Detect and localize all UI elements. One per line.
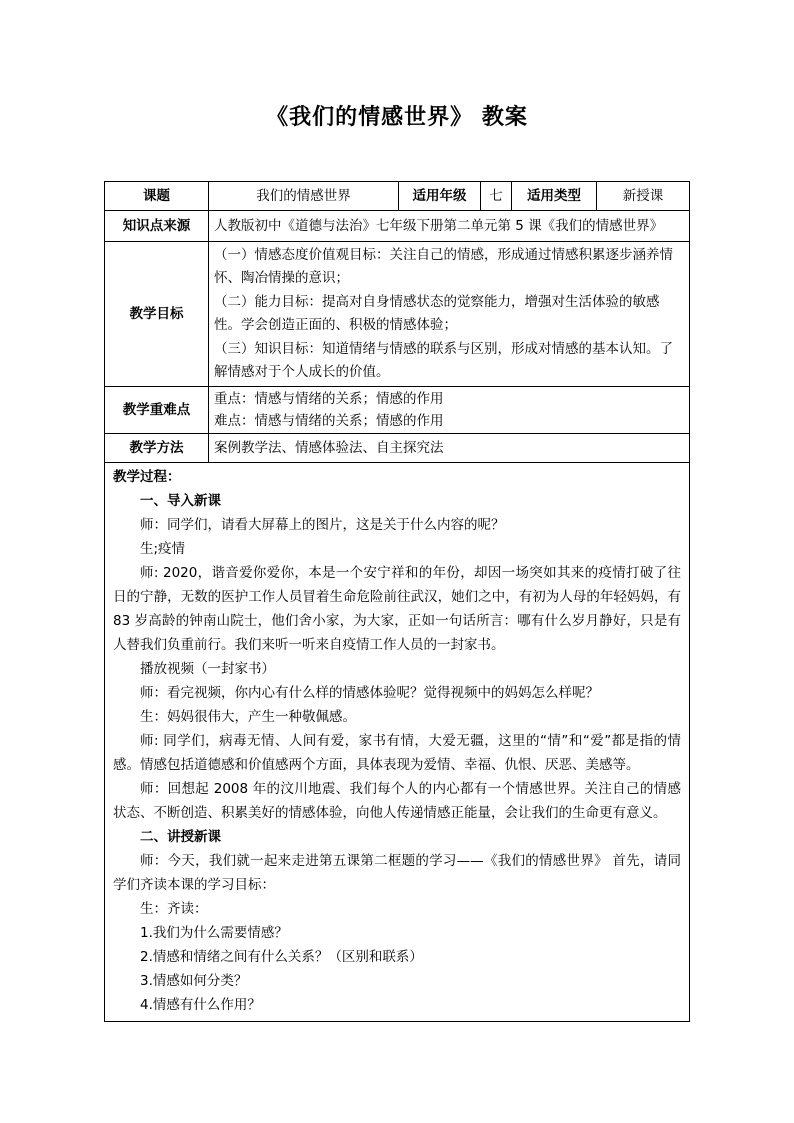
- dialogue-line: 生：妈妈很伟大，产生一种敬佩感。: [140, 709, 356, 725]
- lesson-plan-table: [104, 181, 690, 1022]
- dialogue-line: 生;疫情: [140, 541, 186, 557]
- question-item: 1.我们为什么需要情感？: [140, 925, 288, 941]
- key-points-content: [209, 387, 690, 434]
- methods-label: 教学方法: [105, 434, 209, 463]
- grade-label: 适用年级: [399, 182, 481, 211]
- process-content: [105, 463, 690, 1022]
- methods-row: [105, 434, 690, 463]
- header-row: [105, 182, 690, 211]
- dialogue-line: 师: 2020，谐音爱你爱你，本是一个安宁祥和的年份，却因一场突如其来的疫情打破了往日的宁静，无数的医护工作人员冒着生命危险前往武汉，她们之中，有初为人母的年轻妈妈，有 83 岁高龄的钟南山院士，他们舍小家，为大家，正如一句话所言：哪有什么岁月静好，只是有人替我们负重前行。我们来听一听来自疫情工作人员的一封家书。: [113, 565, 681, 653]
- methods-value: 案例教学法、情感体验法、自主探究法: [209, 434, 690, 463]
- subject-value: 我们的情感世界: [209, 182, 399, 211]
- key-points-row: [105, 387, 690, 434]
- focus-point: 重点：情感与情绪的关系；情感的作用: [214, 391, 444, 407]
- key-points-label: 教学重难点: [105, 387, 209, 434]
- source-label: 知识点来源: [105, 211, 209, 242]
- goal-item: （一）情感态度价值观目标：关注自己的情感，形成通过情感积累逐步涵养情怀、陶冶情操的意识；: [214, 246, 673, 286]
- type-value: 新授课: [597, 182, 690, 211]
- dialogue-line: 师：今天，我们就一起来走进第五课第二框题的学习——《我们的情感世界》 首先，请同学们齐读本课的学习目标：: [113, 853, 681, 893]
- goal-item: （二）能力目标：提高对自身情感状态的觉察能力，增强对生活体验的敏感性。学会创造正面的、积极的情感体验；: [214, 293, 660, 333]
- goal-item: （三）知识目标：知道情绪与情感的联系与区别，形成对情感的基本认知。了解情感对于个人成长的价值。: [214, 340, 673, 380]
- question-item: 4.情感有什么作用？: [140, 997, 261, 1013]
- dialogue-line: 师：回想起 2008 年的汶川地震、我们每个人的内心都有一个情感世界。关注自己的情感状态、不断创造、积累美好的情感体验，向他人传递情感正能量，会让我们的生命更有意义。: [113, 781, 681, 821]
- dialogue-line: 师：同学们，请看大屏幕上的图片，这是关于什么内容的呢？: [140, 517, 505, 533]
- dialogue-line: 生：齐读：: [140, 901, 208, 917]
- question-item: 2.情感和情绪之间有什么关系？（区别和联系）: [140, 949, 423, 965]
- section-heading: 一、导入新课: [140, 493, 221, 509]
- type-label: 适用类型: [512, 182, 597, 211]
- dialogue-line: 师：看完视频，你内心有什么样的情感体验呢？觉得视频中的妈妈怎么样呢？: [140, 685, 599, 701]
- process-row: [105, 463, 690, 1022]
- subject-label: 课题: [105, 182, 209, 211]
- goals-label: 教学目标: [105, 242, 209, 387]
- question-item: 3.情感如何分类？: [140, 973, 248, 989]
- difficulty-point: 难点：情感与情绪的关系；情感的作用: [214, 413, 444, 429]
- dialogue-line: 播放视频（一封家书）: [140, 661, 275, 677]
- process-label: 教学过程：: [113, 469, 181, 485]
- section-heading: 二、讲授新课: [140, 829, 221, 845]
- grade-value: 七: [481, 182, 512, 211]
- dialogue-line: 师: 同学们，病毒无情、人间有爱，家书有情，大爱无疆，这里的“情”和“爱”都是指的情感。情感包括道德感和价值感两个方面，具体表现为爱情、幸福、仇恨、厌恶、美感等。: [113, 733, 681, 773]
- document-title: 《我们的情感世界》 教案: [266, 105, 528, 130]
- source-row: [105, 211, 690, 242]
- goals-content: [209, 242, 690, 387]
- goals-row: [105, 242, 690, 387]
- source-value: 人教版初中《道德与法治》七年级下册第二单元第 5 课《我们的情感世界》: [209, 211, 690, 242]
